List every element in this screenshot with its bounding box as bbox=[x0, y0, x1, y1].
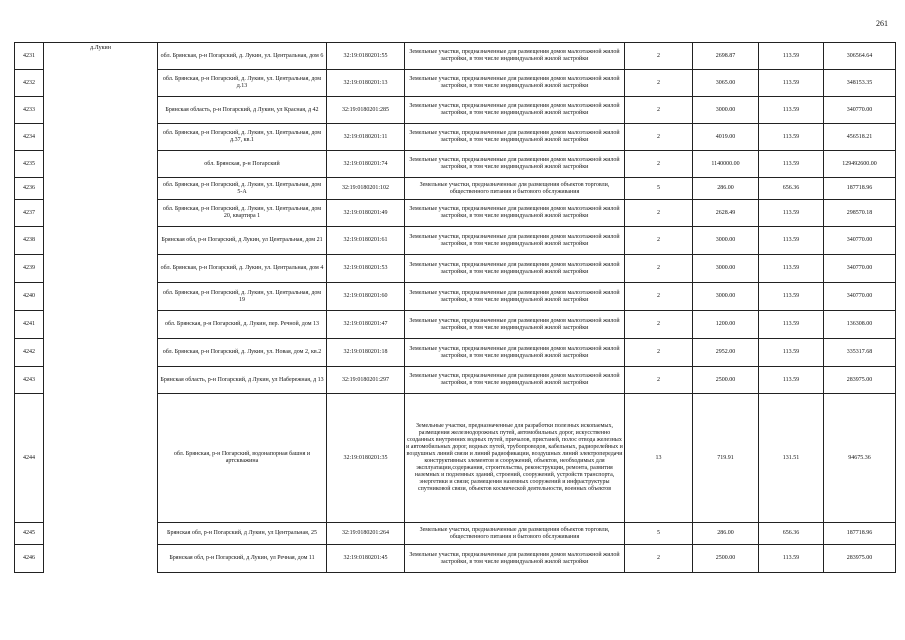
table-body bbox=[15, 43, 896, 573]
row-group: 2 bbox=[625, 43, 693, 70]
row-number: 4243 bbox=[15, 367, 44, 394]
row-area: 3000.00 bbox=[693, 283, 759, 311]
row-cadastral-number: 32:19:0180201:45 bbox=[327, 545, 405, 573]
row-area: 4019.00 bbox=[693, 124, 759, 151]
row-specific-value: 113.59 bbox=[759, 227, 824, 255]
row-address: обл. Брянская, р-н Погарский, д. Лукин, ул. Центральная, дом 4 bbox=[158, 255, 327, 283]
row-address: обл. Брянская, р-н Погарский, д. Лукин, ул. Центральная, дом 20, квартира 1 bbox=[158, 200, 327, 227]
row-group: 2 bbox=[625, 227, 693, 255]
row-land-use: Земельные участки, предназначенные для размещения домов малоэтажной жилой застройки, в том числе индивидуальной жилой застройки bbox=[405, 227, 625, 255]
row-group: 2 bbox=[625, 70, 693, 97]
row-specific-value: 656.36 bbox=[759, 523, 824, 545]
row-land-use: Земельные участки, предназначенные для размещения домов малоэтажной жилой застройки, в том числе индивидуальной жилой застройки bbox=[405, 545, 625, 573]
row-land-use: Земельные участки, предназначенные для размещения домов малоэтажной жилой застройки, в том числе индивидуальной жилой застройки bbox=[405, 97, 625, 124]
row-specific-value: 113.59 bbox=[759, 43, 824, 70]
row-land-use: Земельные участки, предназначенные для размещения домов малоэтажной жилой застройки, в том числе индивидуальной жилой застройки bbox=[405, 151, 625, 178]
row-cadastral-value: 306564.64 bbox=[824, 43, 896, 70]
row-land-use: Земельные участки, предназначенные для размещения домов малоэтажной жилой застройки, в том числе индивидуальной жилой застройки bbox=[405, 311, 625, 339]
row-number: 4241 bbox=[15, 311, 44, 339]
row-land-use: Земельные участки, предназначенные для размещения объектов торговли, общественного питания и бытового обслуживания bbox=[405, 523, 625, 545]
row-specific-value: 113.59 bbox=[759, 124, 824, 151]
row-cadastral-number: 32:19:0180201:264 bbox=[327, 523, 405, 545]
row-cadastral-value: 298570.18 bbox=[824, 200, 896, 227]
row-number: 4234 bbox=[15, 124, 44, 151]
row-group: 2 bbox=[625, 545, 693, 573]
row-area: 2628.49 bbox=[693, 200, 759, 227]
row-land-use: Земельные участки, предназначенные для размещения домов малоэтажной жилой застройки, в том числе индивидуальной жилой застройки bbox=[405, 43, 625, 70]
row-specific-value: 131.51 bbox=[759, 394, 824, 523]
row-land-use: Земельные участки, предназначенные для размещения домов малоэтажной жилой застройки, в том числе индивидуальной жилой застройки bbox=[405, 339, 625, 367]
row-cadastral-number: 32:19:0180201:53 bbox=[327, 255, 405, 283]
row-cadastral-value: 94675.36 bbox=[824, 394, 896, 523]
row-specific-value: 113.59 bbox=[759, 200, 824, 227]
row-cadastral-value: 340770.00 bbox=[824, 97, 896, 124]
row-area: 3065.00 bbox=[693, 70, 759, 97]
row-group: 2 bbox=[625, 311, 693, 339]
row-area: 286.00 bbox=[693, 178, 759, 200]
row-area: 2952.00 bbox=[693, 339, 759, 367]
row-land-use: Земельные участки, предназначенные для размещения домов малоэтажной жилой застройки, в том числе индивидуальной жилой застройки bbox=[405, 255, 625, 283]
row-address: Брянская обл, р-н Погарский, д Лукин, ул Центральная, дом 21 bbox=[158, 227, 327, 255]
row-number: 4232 bbox=[15, 70, 44, 97]
row-address: Брянская область, р-н Погарский, д Лукин, ул Набережная, д 13 bbox=[158, 367, 327, 394]
row-area: 1140000.00 bbox=[693, 151, 759, 178]
row-specific-value: 113.59 bbox=[759, 367, 824, 394]
row-specific-value: 113.59 bbox=[759, 255, 824, 283]
row-specific-value: 113.59 bbox=[759, 545, 824, 573]
row-land-use: Земельные участки, предназначенные для размещения домов малоэтажной жилой застройки, в том числе индивидуальной жилой застройки bbox=[405, 200, 625, 227]
row-number: 4246 bbox=[15, 545, 44, 573]
row-cadastral-value: 136308.00 bbox=[824, 311, 896, 339]
row-address: обл. Брянская, р-н Погарский bbox=[158, 151, 327, 178]
row-cadastral-number: 32:19:0180201:102 bbox=[327, 178, 405, 200]
row-group: 2 bbox=[625, 283, 693, 311]
row-specific-value: 113.59 bbox=[759, 283, 824, 311]
row-cadastral-number: 32:19:0180201:11 bbox=[327, 124, 405, 151]
row-group: 2 bbox=[625, 200, 693, 227]
row-cadastral-value: 340770.00 bbox=[824, 283, 896, 311]
row-cadastral-value: 187718.96 bbox=[824, 523, 896, 545]
row-cadastral-number: 32:19:0180201:61 bbox=[327, 227, 405, 255]
row-cadastral-value: 335317.68 bbox=[824, 339, 896, 367]
row-cadastral-value: 340770.00 bbox=[824, 227, 896, 255]
row-group: 2 bbox=[625, 339, 693, 367]
row-address: обл. Брянская, р-н Погарский, д. Лукин, ул. Центральная, дом д.37, кв.1 bbox=[158, 124, 327, 151]
row-group: 2 bbox=[625, 367, 693, 394]
row-group: 2 bbox=[625, 97, 693, 124]
row-cadastral-value: 283975.00 bbox=[824, 545, 896, 573]
row-area: 3000.00 bbox=[693, 255, 759, 283]
row-address: обл. Брянская, р-н Погарский, д. Лукин, ул. Центральная, дом д.13 bbox=[158, 70, 327, 97]
row-cadastral-number: 32:19:0180201:13 bbox=[327, 70, 405, 97]
row-number: 4236 bbox=[15, 178, 44, 200]
row-cadastral-number: 32:19:0180201:18 bbox=[327, 339, 405, 367]
row-address: обл. Брянская, р-н Погарский, д. Лукин, ул. Центральная, дом 6 bbox=[158, 43, 327, 70]
row-group: 5 bbox=[625, 523, 693, 545]
row-cadastral-value: 129492600.00 bbox=[824, 151, 896, 178]
row-area: 3000.00 bbox=[693, 97, 759, 124]
row-group: 2 bbox=[625, 255, 693, 283]
row-specific-value: 113.59 bbox=[759, 97, 824, 124]
row-address: Брянская обл, р-н Погарский, д Лукин, ул Центральная, 25 bbox=[158, 523, 327, 545]
row-number: 4235 bbox=[15, 151, 44, 178]
row-area: 2500.00 bbox=[693, 545, 759, 573]
row-number: 4237 bbox=[15, 200, 44, 227]
row-cadastral-number: 32:19:0180201:74 bbox=[327, 151, 405, 178]
row-land-use: Земельные участки, предназначенные для размещения домов малоэтажной жилой застройки, в том числе индивидуальной жилой застройки bbox=[405, 283, 625, 311]
page-number: 261 bbox=[876, 19, 888, 28]
row-address: Брянская область, р-н Погарский, д Лукин, ул Красная, д 42 bbox=[158, 97, 327, 124]
row-cadastral-value: 456518.21 bbox=[824, 124, 896, 151]
row-address: обл. Брянская, р-н Погарский, д. Лукин, ул. Новая, дом 2, кв.2 bbox=[158, 339, 327, 367]
row-specific-value: 113.59 bbox=[759, 339, 824, 367]
row-land-use: Земельные участки, предназначенные для размещения домов малоэтажной жилой застройки, в том числе индивидуальной жилой застройки bbox=[405, 124, 625, 151]
row-area: 719.91 bbox=[693, 394, 759, 523]
row-cadastral-value: 348153.35 bbox=[824, 70, 896, 97]
row-land-use: Земельные участки, предназначенные для разработки полезных ископаемых, размещения железнодорожных путей, автомобильных дорог, искусственно созданных внутренних водных путей, причалов, пристаней, полос отвода железных и автомобильных дорог, водных путей, трубопроводов, кабельных, радиорелейных и воздушных линий связи и линий радиофикации, воздушных линий электропередачи конструктивных элементов и сооружений, объектов, необходимых для эксплуатации,содержания, строительства, реконструкции, ремонта, развития наземных и подземных зданий, строений, сооружений, устройств транспорта, энергетики и связи; размещения наземных сооружений и инфраструктуры спутниковой связи, объектов космической деятельности, военных объектов bbox=[405, 394, 625, 523]
row-cadastral-number: 32:19:0180201:55 bbox=[327, 43, 405, 70]
row-group: 2 bbox=[625, 151, 693, 178]
row-number: 4239 bbox=[15, 255, 44, 283]
row-specific-value: 113.59 bbox=[759, 311, 824, 339]
row-cadastral-value: 340770.00 bbox=[824, 255, 896, 283]
row-number: 4238 bbox=[15, 227, 44, 255]
row-address: обл. Брянская, р-н Погарский, д. Лукин, ул. Центральная, дом 19 bbox=[158, 283, 327, 311]
row-group: 5 bbox=[625, 178, 693, 200]
row-cadastral-number: 32:19:0180201:47 bbox=[327, 311, 405, 339]
row-specific-value: 113.59 bbox=[759, 70, 824, 97]
row-area: 286.00 bbox=[693, 523, 759, 545]
row-number: 4244 bbox=[15, 394, 44, 523]
row-area: 3000.00 bbox=[693, 227, 759, 255]
row-land-use: Земельные участки, предназначенные для размещения объектов торговли, общественного питания и бытового обслуживания bbox=[405, 178, 625, 200]
row-address: Брянская обл, р-н Погарский, д Лукин, ул Речная, дом 11 bbox=[158, 545, 327, 573]
row-cadastral-number: 32:19:0180201:285 bbox=[327, 97, 405, 124]
row-address: обл. Брянская, р-н Погарский, д. Лукин, ул. Центральная, дом 5-А bbox=[158, 178, 327, 200]
row-address: обл. Брянская, р-н Погарский, д. Лукин, пер. Речной, дом 13 bbox=[158, 311, 327, 339]
row-group: 2 bbox=[625, 124, 693, 151]
row-number: 4242 bbox=[15, 339, 44, 367]
row-cadastral-value: 283975.00 bbox=[824, 367, 896, 394]
row-area: 2500.00 bbox=[693, 367, 759, 394]
row-area: 1200.00 bbox=[693, 311, 759, 339]
cadastral-valuation-table bbox=[14, 42, 896, 573]
row-cadastral-number: 32:19:0180201:35 bbox=[327, 394, 405, 523]
row-specific-value: 113.59 bbox=[759, 151, 824, 178]
row-number: 4231 bbox=[15, 43, 44, 70]
row-land-use: Земельные участки, предназначенные для размещения домов малоэтажной жилой застройки, в том числе индивидуальной жилой застройки bbox=[405, 367, 625, 394]
row-cadastral-value: 187718.96 bbox=[824, 178, 896, 200]
settlement-name: д.Лукин bbox=[44, 43, 158, 573]
row-area: 2698.87 bbox=[693, 43, 759, 70]
row-specific-value: 656.36 bbox=[759, 178, 824, 200]
row-group: 13 bbox=[625, 394, 693, 523]
row-address: обл. Брянская, р-н Погарский, водонапорная башня и артскважина bbox=[158, 394, 327, 523]
row-land-use: Земельные участки, предназначенные для размещения домов малоэтажной жилой застройки, в том числе индивидуальной жилой застройки bbox=[405, 70, 625, 97]
row-cadastral-number: 32:19:0180201:49 bbox=[327, 200, 405, 227]
row-cadastral-number: 32:19:0180201:297 bbox=[327, 367, 405, 394]
row-number: 4245 bbox=[15, 523, 44, 545]
row-number: 4233 bbox=[15, 97, 44, 124]
table-row bbox=[15, 43, 896, 70]
row-number: 4240 bbox=[15, 283, 44, 311]
row-cadastral-number: 32:19:0180201:60 bbox=[327, 283, 405, 311]
